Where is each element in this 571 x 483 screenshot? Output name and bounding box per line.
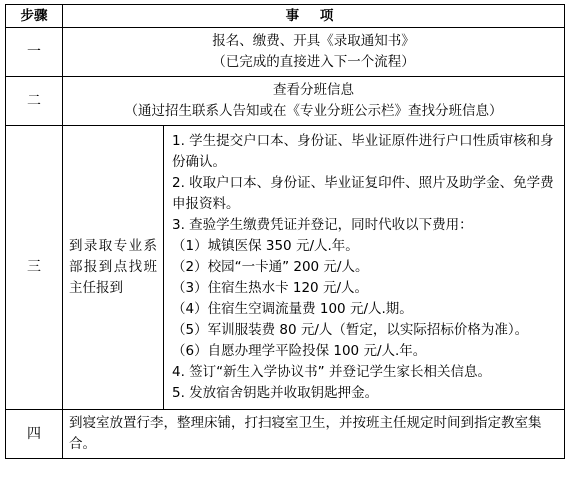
- table-header-row: [6, 5, 565, 28]
- enrollment-steps-table: [5, 4, 565, 459]
- list-item: 1. 学生提交户口本、身份证、毕业证原件进行户口性质审核和身份确认。: [172, 133, 554, 170]
- step-content: [63, 28, 565, 77]
- header-steps: 步骤: [6, 5, 63, 28]
- list-item: （1）城镇医保 350 元/人.年。: [172, 238, 359, 254]
- table-row-step-1: [6, 28, 565, 77]
- step-content: 到寝室放置行李，整理床铺，打扫寝室卫生，并按班主任规定时间到指定教室集合。: [63, 410, 565, 459]
- list-item: 3. 查验学生缴费凭证并登记，同时代收以下费用：: [172, 217, 473, 233]
- list-item: （5）军训服装费 80 元/人（暂定，以实际招标价格为准）。: [172, 322, 529, 338]
- step-content: [63, 77, 565, 126]
- header-items: 事 项: [63, 5, 565, 28]
- step-number: 二: [6, 77, 63, 126]
- list-item: （2）校园“一卡通” 200 元/人。: [172, 259, 369, 275]
- list-item: （6）自愿办理学平险投保 100 元/人.年。: [172, 343, 427, 359]
- step-line: （通过招生联系人告知或在《专业分班公示栏》查找分班信息）: [124, 103, 503, 119]
- list-item: （3）住宿生热水卡 120 元/人。: [172, 280, 368, 296]
- step-number: 三: [6, 126, 63, 410]
- list-item: 4. 签订“新生入学协议书” 并登记学生家长相关信息。: [172, 364, 491, 380]
- step-items: [164, 126, 565, 410]
- list-item: （4）住宿生空调流量费 100 元/人.期。: [172, 301, 413, 317]
- list-item: 5. 发放宿舍钥匙并收取钥匙押金。: [172, 385, 379, 401]
- table-row-step-2: [6, 77, 565, 126]
- table-row-step-3: [6, 126, 565, 410]
- step-number: 四: [6, 410, 63, 459]
- step-number: 一: [6, 28, 63, 77]
- table-row-step-4: [6, 410, 565, 459]
- report-location: 到录取专业系部报到点找班主任报到: [63, 126, 164, 410]
- list-item: 2. 收取户口本、身份证、毕业证复印件、照片及助学金、免学费申报资料。: [172, 175, 554, 212]
- step-line: （已完成的直接进入下一个流程）: [212, 54, 415, 70]
- step-line: 报名、缴费、开具《录取通知书》: [212, 33, 415, 49]
- step-line: 查看分班信息: [273, 82, 354, 98]
